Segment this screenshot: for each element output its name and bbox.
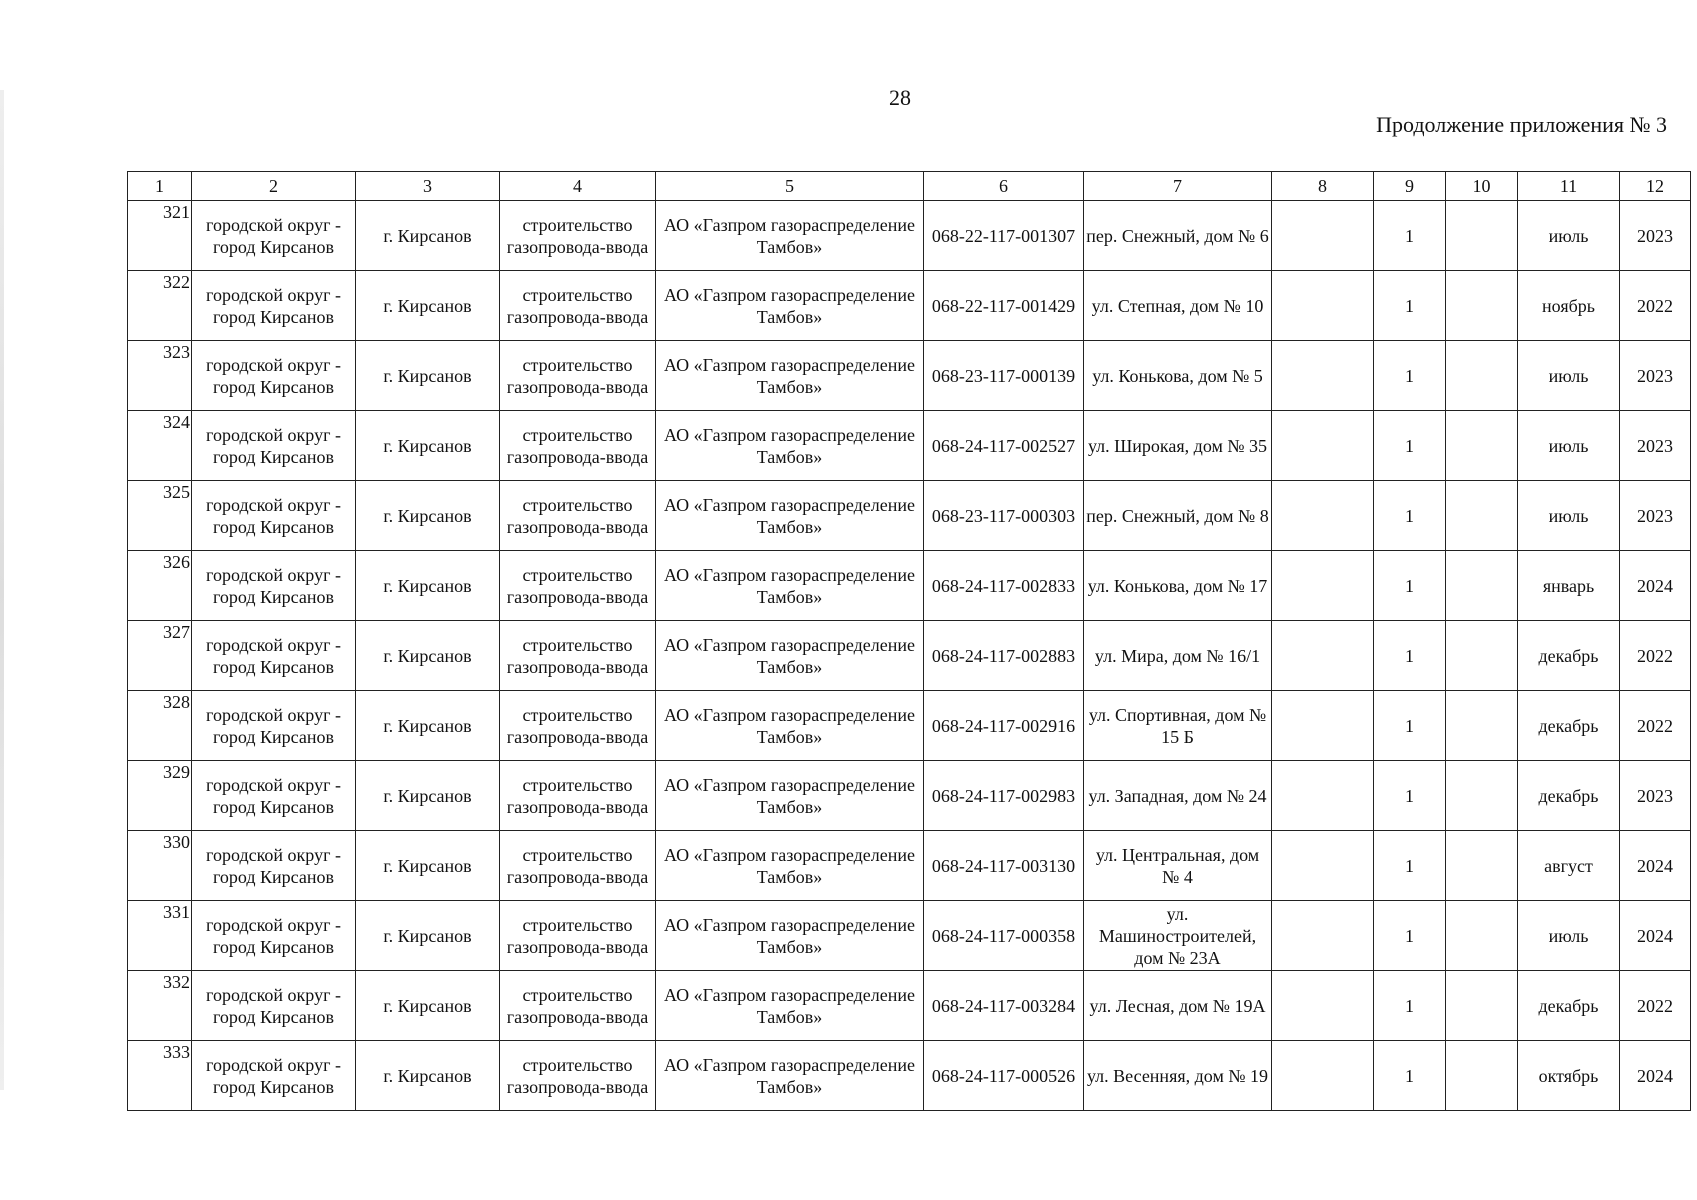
table-cell [1272,201,1374,271]
table-cell [1272,831,1374,901]
table-cell: г. Кирсанов [356,761,500,831]
table-cell: ул. Спортивная, дом № 15 Б [1084,691,1272,761]
table-cell: городской округ - город Кирсанов [192,341,356,411]
table-row [128,551,1691,621]
table-cell: декабрь [1518,971,1620,1041]
table-row [128,201,1691,271]
table-cell: 1 [1374,971,1446,1041]
column-header: 1 [128,172,192,201]
table-cell: 2024 [1620,551,1691,621]
table-row [128,691,1691,761]
table-cell: АО «Газпром газораспределение Тамбов» [656,691,924,761]
table-cell: г. Кирсанов [356,971,500,1041]
table-cell: июль [1518,481,1620,551]
table-cell: июль [1518,201,1620,271]
table-cell: декабрь [1518,761,1620,831]
table-cell: строительство газопровода-ввода [500,761,656,831]
table-cell: городской округ - город Кирсанов [192,271,356,341]
table-cell: 331 [128,901,192,971]
column-header: 2 [192,172,356,201]
table-cell: 1 [1374,551,1446,621]
table-cell: городской округ - город Кирсанов [192,971,356,1041]
table-cell: январь [1518,551,1620,621]
table-cell: г. Кирсанов [356,481,500,551]
table-cell: 2022 [1620,691,1691,761]
table-cell [1272,1041,1374,1111]
table-cell: 325 [128,481,192,551]
table-cell: АО «Газпром газораспределение Тамбов» [656,831,924,901]
table-cell [1446,621,1518,691]
table-cell: 068-24-117-000358 [924,901,1084,971]
table-cell: 329 [128,761,192,831]
table-cell: г. Кирсанов [356,901,500,971]
table-cell [1272,621,1374,691]
table-row [128,971,1691,1041]
table-cell: 068-24-117-002983 [924,761,1084,831]
table-cell: г. Кирсанов [356,341,500,411]
table-cell: ул. Западная, дом № 24 [1084,761,1272,831]
table-cell: АО «Газпром газораспределение Тамбов» [656,341,924,411]
table-row [128,271,1691,341]
table-cell: 2024 [1620,901,1691,971]
table-cell: 328 [128,691,192,761]
table-header [128,172,1691,201]
table-cell: АО «Газпром газораспределение Тамбов» [656,1041,924,1111]
table-cell [1446,901,1518,971]
table-cell: строительство газопровода-ввода [500,691,656,761]
table-cell: АО «Газпром газораспределение Тамбов» [656,971,924,1041]
table-cell: 1 [1374,691,1446,761]
table-cell: 321 [128,201,192,271]
table-cell: АО «Газпром газораспределение Тамбов» [656,411,924,481]
table-cell [1446,831,1518,901]
table-cell: ул. Широкая, дом № 35 [1084,411,1272,481]
table-cell [1272,761,1374,831]
table-body [128,201,1691,1111]
table-cell [1446,481,1518,551]
table-row [128,831,1691,901]
table-cell: городской округ - город Кирсанов [192,481,356,551]
table-cell: городской округ - город Кирсанов [192,761,356,831]
column-header: 5 [656,172,924,201]
table-cell: 322 [128,271,192,341]
table-cell: АО «Газпром газораспределение Тамбов» [656,481,924,551]
column-header: 4 [500,172,656,201]
table-cell: г. Кирсанов [356,201,500,271]
table-cell: 2023 [1620,341,1691,411]
table-cell: ул. Конькова, дом № 17 [1084,551,1272,621]
column-header: 8 [1272,172,1374,201]
table-cell: 068-24-117-003130 [924,831,1084,901]
table-row [128,341,1691,411]
table-cell: 2023 [1620,201,1691,271]
table-cell: городской округ - город Кирсанов [192,621,356,691]
table-row [128,621,1691,691]
table-cell [1272,341,1374,411]
annex-continuation-caption: Продолжение приложения № 3 [1376,112,1667,137]
objects-table [127,171,1691,1111]
table-row [128,901,1691,971]
table-cell [1272,691,1374,761]
table-cell: 324 [128,411,192,481]
table-cell: ул. Машиностроителей, дом № 23А [1084,901,1272,971]
table-cell [1446,341,1518,411]
column-header: 9 [1374,172,1446,201]
table-cell [1272,901,1374,971]
table-cell [1446,1041,1518,1111]
table-cell: 2023 [1620,411,1691,481]
table-cell: АО «Газпром газораспределение Тамбов» [656,201,924,271]
table-cell: г. Кирсанов [356,831,500,901]
table-cell: ул. Весенняя, дом № 19 [1084,1041,1272,1111]
column-header: 7 [1084,172,1272,201]
table-cell: строительство газопровода-ввода [500,971,656,1041]
table-cell: строительство газопровода-ввода [500,621,656,691]
table-cell: 1 [1374,621,1446,691]
table-cell: городской округ - город Кирсанов [192,831,356,901]
table-cell: городской округ - город Кирсанов [192,411,356,481]
table-cell: строительство газопровода-ввода [500,411,656,481]
table-cell: 1 [1374,411,1446,481]
table-cell: АО «Газпром газораспределение Тамбов» [656,551,924,621]
scan-edge-shadow [0,90,4,1090]
table-cell: ул. Лесная, дом № 19А [1084,971,1272,1041]
table-cell: 1 [1374,901,1446,971]
table-cell: городской округ - город Кирсанов [192,201,356,271]
table-cell: 2022 [1620,271,1691,341]
table-cell: 326 [128,551,192,621]
table-cell: 2024 [1620,1041,1691,1111]
table-cell: 2023 [1620,481,1691,551]
column-number-row [128,172,1691,201]
table-cell: декабрь [1518,621,1620,691]
table-cell: 068-23-117-000303 [924,481,1084,551]
table-row [128,481,1691,551]
table-cell [1446,971,1518,1041]
table-cell: пер. Снежный, дом № 8 [1084,481,1272,551]
table-cell: строительство газопровода-ввода [500,831,656,901]
table-cell: 332 [128,971,192,1041]
table-cell: АО «Газпром газораспределение Тамбов» [656,901,924,971]
table-cell: г. Кирсанов [356,691,500,761]
table-cell: строительство газопровода-ввода [500,901,656,971]
table-cell: 1 [1374,271,1446,341]
table-cell: 068-23-117-000139 [924,341,1084,411]
table-cell: г. Кирсанов [356,551,500,621]
table-cell: 068-24-117-002916 [924,691,1084,761]
table-cell: строительство газопровода-ввода [500,341,656,411]
column-header: 11 [1518,172,1620,201]
table-cell [1272,271,1374,341]
table-cell: июль [1518,341,1620,411]
table-cell: 068-22-117-001307 [924,201,1084,271]
table-cell: июль [1518,411,1620,481]
table-cell: г. Кирсанов [356,411,500,481]
table-row [128,761,1691,831]
table-cell [1446,551,1518,621]
table-cell: АО «Газпром газораспределение Тамбов» [656,271,924,341]
column-header: 6 [924,172,1084,201]
column-header: 3 [356,172,500,201]
table-cell: АО «Газпром газораспределение Тамбов» [656,621,924,691]
table-cell [1446,271,1518,341]
table-cell: городской округ - город Кирсанов [192,901,356,971]
table-cell: октябрь [1518,1041,1620,1111]
column-header: 12 [1620,172,1691,201]
table-cell: 068-24-117-002883 [924,621,1084,691]
table-cell: 333 [128,1041,192,1111]
table-cell: строительство газопровода-ввода [500,481,656,551]
table-cell: строительство газопровода-ввода [500,271,656,341]
table-cell: 330 [128,831,192,901]
table-row [128,411,1691,481]
table-cell: 1 [1374,831,1446,901]
table-cell [1272,411,1374,481]
table-cell: 1 [1374,1041,1446,1111]
table-cell: пер. Снежный, дом № 6 [1084,201,1272,271]
table-cell: 2022 [1620,621,1691,691]
table-cell: строительство газопровода-ввода [500,551,656,621]
table-cell [1446,201,1518,271]
table-cell: строительство газопровода-ввода [500,201,656,271]
table-cell [1272,971,1374,1041]
table-cell: г. Кирсанов [356,1041,500,1111]
table-cell: июль [1518,901,1620,971]
table-cell [1272,551,1374,621]
column-header: 10 [1446,172,1518,201]
table-cell: ул. Конькова, дом № 5 [1084,341,1272,411]
table-cell: 1 [1374,201,1446,271]
table-cell [1272,481,1374,551]
table-cell: август [1518,831,1620,901]
page-number: 28 [889,85,911,110]
table-cell: городской округ - город Кирсанов [192,551,356,621]
table-cell [1446,761,1518,831]
table-cell: декабрь [1518,691,1620,761]
table-cell: ул. Мира, дом № 16/1 [1084,621,1272,691]
table-cell: городской округ - город Кирсанов [192,691,356,761]
table-cell: г. Кирсанов [356,621,500,691]
table-cell: 068-24-117-000526 [924,1041,1084,1111]
table-cell: 2024 [1620,831,1691,901]
table-cell [1446,691,1518,761]
table-cell: 327 [128,621,192,691]
table-cell: строительство газопровода-ввода [500,1041,656,1111]
table-cell: г. Кирсанов [356,271,500,341]
table-cell: 323 [128,341,192,411]
table-cell: городской округ - город Кирсанов [192,1041,356,1111]
table-row [128,1041,1691,1111]
table-cell: 068-22-117-001429 [924,271,1084,341]
table-cell: 068-24-117-002833 [924,551,1084,621]
table-cell [1446,411,1518,481]
table-cell: АО «Газпром газораспределение Тамбов» [656,761,924,831]
table-cell: 2023 [1620,761,1691,831]
table-cell: ул. Степная, дом № 10 [1084,271,1272,341]
table-cell: 1 [1374,341,1446,411]
table-cell: ул. Центральная, дом № 4 [1084,831,1272,901]
table-cell: 2022 [1620,971,1691,1041]
table-cell: 068-24-117-003284 [924,971,1084,1041]
table-cell: ноябрь [1518,271,1620,341]
table-cell: 1 [1374,761,1446,831]
table-cell: 1 [1374,481,1446,551]
table-cell: 068-24-117-002527 [924,411,1084,481]
